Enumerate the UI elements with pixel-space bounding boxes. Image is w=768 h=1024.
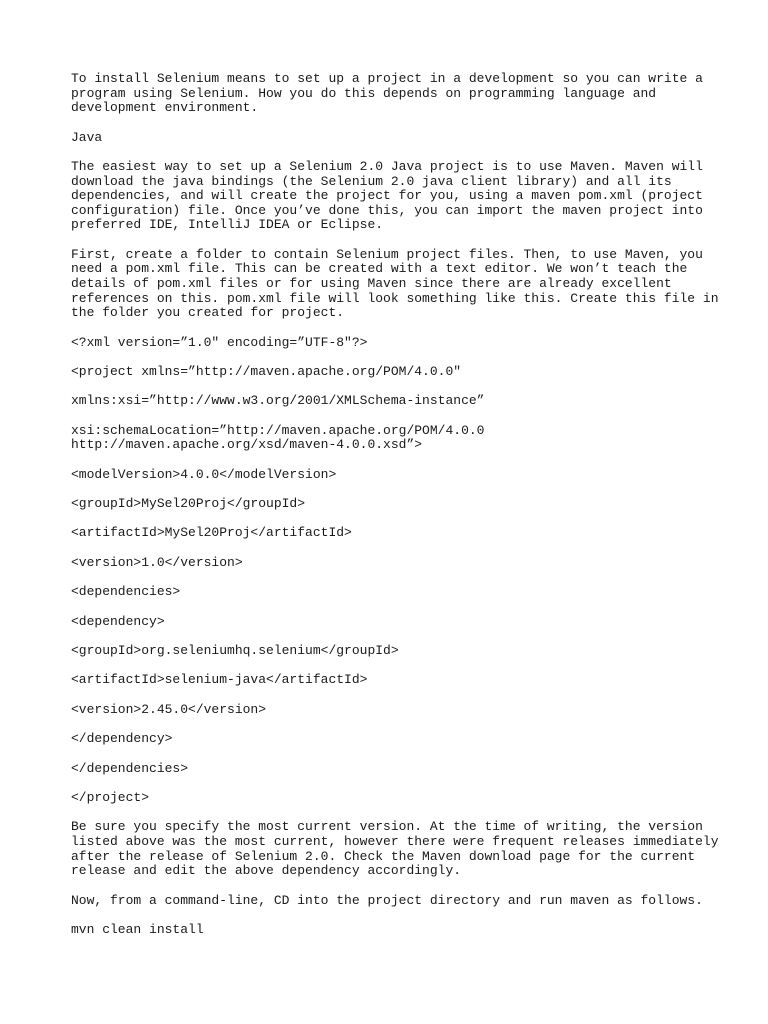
code-line-group-id: <groupId>MySel20Proj</groupId> [71, 496, 306, 512]
document-page [71, 72, 721, 952]
code-line-artifact-id: <artifactId>MySel20Proj</artifactId> [71, 525, 352, 541]
command-line-paragraph: Now, from a command-line, CD into the project directory and run maven as follows. [71, 892, 703, 908]
code-line-dependencies-close: </dependencies> [71, 760, 189, 776]
code-line-xmlns-xsi: xmlns:xsi=”http://www.w3.org/2001/XMLSchema-instance” [71, 393, 485, 409]
code-line-dep-artifact-id: <artifactId>selenium-java</artifactId> [71, 672, 368, 688]
code-line-dep-group-id: <groupId>org.seleniumhq.selenium</groupId> [71, 643, 399, 658]
code-line-schema-location: xsi:schemaLocation=”http://maven.apache.org/POM/4.0.0 http://maven.apache.org/xsd/maven-4.0.0.xsd”> [71, 422, 485, 453]
version-note-paragraph: Be sure you specify the most current version. At the time of writing, the version listed above was the most current, however there were frequent releases immediately after the release of Selenium 2.0. Check the Maven download page for the current release and edit the above dependency accordingly. [71, 819, 719, 879]
code-line-version: <version>1.0</version> [71, 554, 243, 570]
code-line-dependencies-open: <dependencies> [71, 584, 181, 600]
mvn-command: mvn clean install [71, 921, 204, 937]
code-line-project-open: <project xmlns=”http://maven.apache.org/POM/4.0.0" [71, 363, 462, 379]
maven-paragraph: The easiest way to set up a Selenium 2.0 Java project is to use Maven. Maven will download the java bindings (the Selenium 2.0 java client library) and all its dependencies, and will create the project for you, using a maven pom.xml (project configuration) file. Once you’ve done this, you can import the maven project into preferred IDE, IntelliJ IDEA or Eclipse. [71, 158, 703, 233]
pom-paragraph: First, create a folder to contain Selenium project files. Then, to use Maven, you need a pom.xml file. This can be created with a text editor. We won’t teach the details of pom.xml files or for using Maven since there are already excellent references on this. pom.xml file will look something like this. Create this file in the folder you created for project. [71, 246, 719, 321]
code-line-dependency-open: <dependency> [71, 613, 165, 629]
code-line-dependency-close: </dependency> [71, 731, 173, 747]
code-line-xml-declaration: <?xml version=”1.0" encoding=”UTF-8"?> [71, 334, 368, 350]
java-heading: Java [71, 129, 103, 145]
code-line-project-close: </project> [71, 789, 150, 805]
intro-paragraph: To install Selenium means to set up a project in a development so you can write a program using Selenium. How you do this depends on programming language and development environment. [71, 71, 703, 116]
code-line-dep-version: <version>2.45.0</version> [71, 701, 267, 717]
code-line-model-version: <modelVersion>4.0.0</modelVersion> [71, 466, 337, 482]
